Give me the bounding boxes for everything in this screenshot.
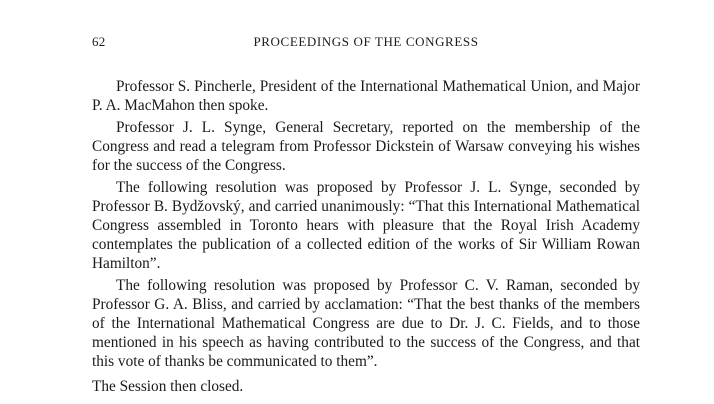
paragraph-synge-report: Professor J. L. Synge, General Secretary, reported on the membership of the Congress and read a telegram from Professor Dickstein of Warsaw conveying his wishes for the success of the Congress. [92, 119, 640, 174]
page-number: 62 [92, 34, 106, 49]
closing-line: The Session then closed. [92, 378, 244, 395]
paragraph-hamilton-resolution: The following resolution was proposed by Professor J. L. Synge, seconded by Professor B. Bydžovský, and carried unanimously: “That this International Mathematical Congress assembled in Toronto hears with pleasure that the Royal Irish Academy contemplates the publication of a collected edition of the works of Sir William Rowan Hamilton”. [92, 179, 640, 272]
body-text [92, 77, 640, 374]
running-head [92, 34, 640, 54]
paragraph-pincherle: Professor S. Pincherle, President of the International Mathematical Union, and Major P. A. MacMahon then spoke. [92, 78, 640, 114]
running-title: PROCEEDINGS OF THE CONGRESS [253, 34, 479, 49]
paragraph-thanks-resolution: The following resolution was proposed by Professor C. V. Raman, seconded by Professor G. A. Bliss, and carried by acclamation: “That the best thanks of the members of the International Mathematical Congress are due to Dr. J. C. Fields, and to those mentioned in his speech as having contributed to the success of the Congress, and that this vote of thanks be communicated to them”. [92, 277, 640, 370]
